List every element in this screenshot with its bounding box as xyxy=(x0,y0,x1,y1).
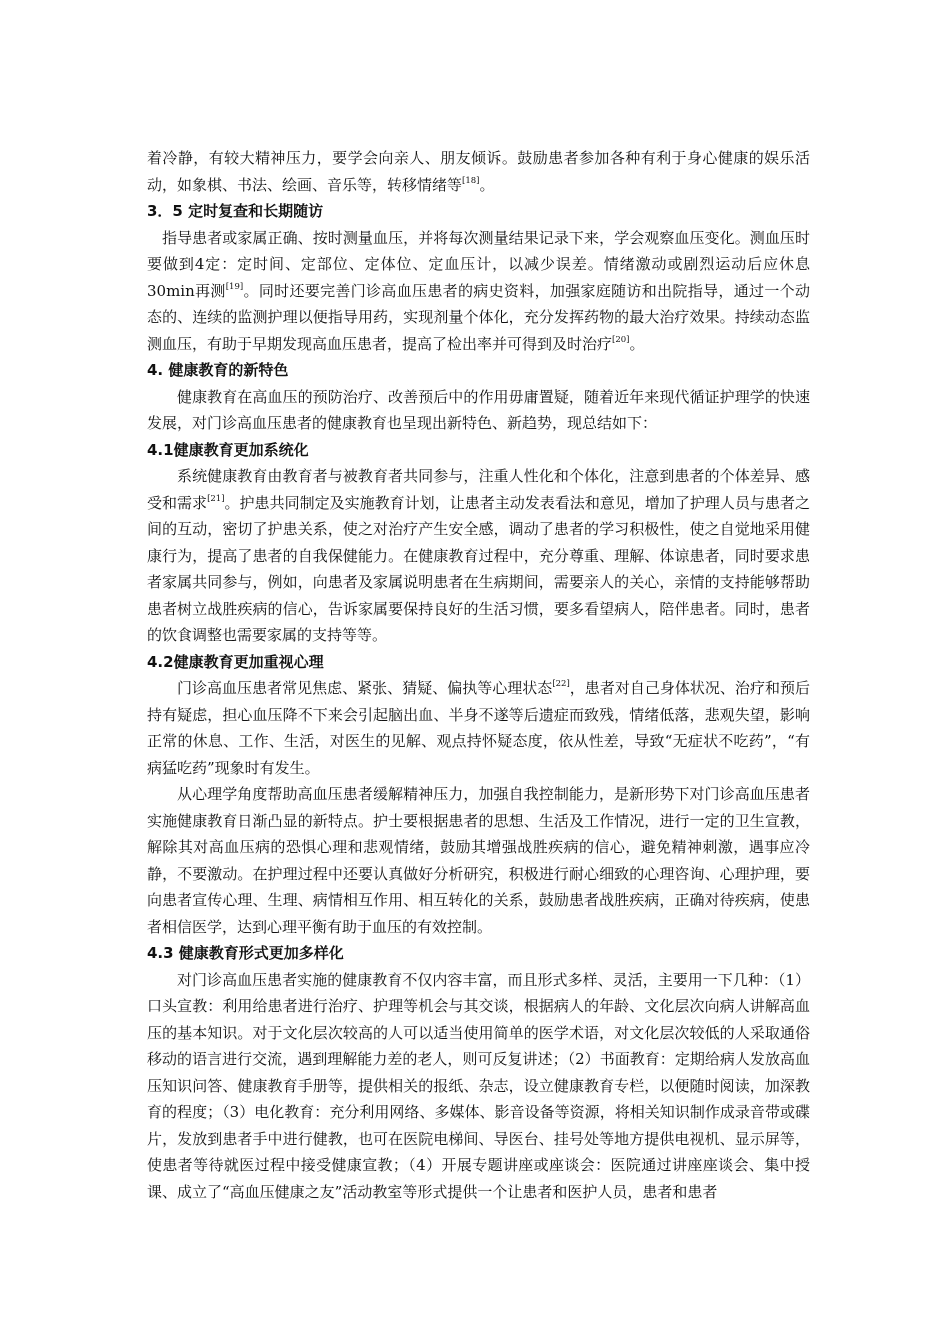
section-heading: 4.2健康教育更加重视心理 xyxy=(147,652,324,671)
body-paragraph xyxy=(147,384,810,437)
paragraph-text: 。同时还要完善门诊高血压患者的病史资料，加强家庭随访和出院指导，通过一个动态的、连续的监测护理以便指导用药，实现剂量个体化，充分发挥药物的最大治疗效果。持续动态监测血压，有助于早期发现高血压患者，提高了检出率并可得到及时治疗 xyxy=(147,281,810,353)
paragraph-text: 。护患共同制定及实施教育计划，让患者主动发表看法和意见，增加了护理人员与患者之间的互动，密切了护患关系，使之对治疗产生安全感，调动了患者的学习积极性，使之自觉地采用健康行为，提高了患者的自我保健能力。在健康教育过程中，充分尊重、理解、体谅患者，同时要求患者家属共同参与，例如，向患者及家属说明患者在生病期间，需要亲人的关心，亲情的支持能够帮助患者树立战胜疾病的信心，告诉家属要保持良好的生活习惯，要多看望病人，陪伴患者。同时，患者的饮食调整也需要家属的支持等等。 xyxy=(147,493,810,644)
body-paragraph xyxy=(147,967,810,1206)
section-heading: 4.1健康教育更加系统化 xyxy=(147,440,309,459)
paragraph-text: 指导患者或家属正确、按时测量血压，并将每次测量结果记录下来，学会观察血压变化。测血压时要做到4定：定时间、定部位、定体位、定血压计，以减少误差。情绪激动或剧烈运动后应休息30min再测 xyxy=(147,228,810,300)
paragraph-text: 对门诊高血压患者实施的健康教育不仅内容丰富，而且形式多样、灵活，主要用一下几种：（1）口头宣教：利用给患者进行治疗、护理等机会与其交谈，根据病人的年龄、文化层次向病人讲解高血压的基本知识。对于文化层次较高的人可以适当使用简单的医学术语，对文化层次较低的人采取通俗移动的语言进行交流，遇到理解能力差的老人，则可反复讲述；（2）书面教育：定期给病人发放高血压知识问答、健康教育手册等，提供相关的报纸、杂志，设立健康教育专栏，以便随时阅读，加深教育的程度；（3）电化教育：充分利用网络、多媒体、影音设备等资源，将相关知识制作成录音带或碟片，发放到患者手中进行健教，也可在医院电梯间、导医台、挂号处等地方提供电视机、显示屏等，使患者等待就医过程中接受健康宣教；（4）开展专题讲座或座谈会：医院通过讲座座谈会、集中授课、成立了“高血压健康之友”活动教室等形式提供一个让患者和医护人员，患者和患者 xyxy=(147,970,810,1201)
paragraph-text: ，患者对自己身体状况、治疗和预后持有疑虑，担心血压降不下来会引起脑出血、半身不遂等后遗症而致残，情绪低落，悲观失望，影响正常的休息、工作、生活，对医生的见解、观点持怀疑态度，依从性差，导致“无症状不吃药”，“有病猛吃药”现象时有发生。 xyxy=(147,679,810,777)
citation-ref: [22] xyxy=(552,679,570,689)
citation-ref: [18] xyxy=(462,175,480,186)
paragraph-text: 系统健康教育由教育者与被教育者共同参与，注重人性化和个体化，注意到患者的个体差异、感受和需求 xyxy=(147,467,810,512)
section-heading: 4.3 健康教育形式更加多样化 xyxy=(147,944,344,962)
citation-ref: [20] xyxy=(612,334,630,345)
body-paragraph xyxy=(147,781,810,940)
body-paragraph xyxy=(147,675,810,781)
citation-ref: [21] xyxy=(207,493,225,504)
paragraph-text: 着冷静，有较大精神压力，要学会向亲人、朋友倾诉。鼓励患者参加各种有利于身心健康的娱乐活动，如象棋、书法、绘画、音乐等，转移情绪等 xyxy=(147,149,810,194)
paragraph-text: 门诊高血压患者常见焦虑、紧张、猜疑、偏执等心理状态 xyxy=(177,679,553,697)
body-paragraph xyxy=(147,225,810,358)
paragraph-text: 。 xyxy=(479,175,495,194)
paragraph-text: 健康教育在高血压的预防治疗、改善预后中的作用毋庸置疑，随着近年来现代循证护理学的快速发展，对门诊高血压患者的健康教育也呈现出新特色、新趋势，现总结如下： xyxy=(147,387,810,432)
citation-ref: [19] xyxy=(225,281,244,292)
paragraph-text: 。 xyxy=(629,334,645,353)
body-paragraph xyxy=(147,145,810,198)
body-paragraph xyxy=(147,463,810,649)
document-page xyxy=(147,145,810,1205)
paragraph-text: 从心理学角度帮助高血压患者缓解精神压力，加强自我控制能力，是新形势下对门诊高血压患者实施健康教育日渐凸显的新特点。护士要根据患者的思想、生活及工作情况，进行一定的卫生宣教，解除其对高血压病的恐惧心理和悲观情绪，鼓励其增强战胜疾病的信心，避免精神刺激，遇事应冷静，不要激动。在护理过程中还要认真做好分析研究，积极进行耐心细致的心理咨询、心理护理，要向患者宣传心理、生理、病情相互作用、相互转化的关系，鼓励患者战胜疾病，正确对待疾病，使患者相信医学，达到心理平衡有助于血压的有效控制。 xyxy=(147,785,810,936)
section-heading: 3．5 定时复查和长期随访 xyxy=(147,202,324,220)
section-heading: 4. 健康教育的新特色 xyxy=(147,361,289,379)
